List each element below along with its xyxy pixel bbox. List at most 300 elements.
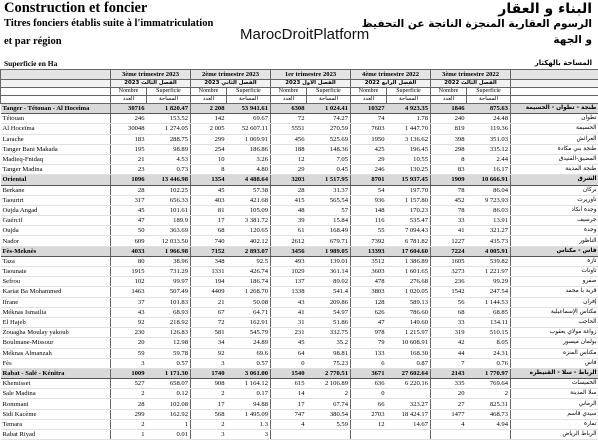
unit-label-fr: Superficie en Ha — [4, 59, 57, 68]
cell-nombre — [271, 430, 307, 440]
cell-nombre: 230 — [111, 328, 147, 338]
region-row — [1, 368, 598, 378]
cell-nombre: 1950 — [351, 134, 387, 144]
cell-nombre: 92 — [111, 317, 147, 327]
quarter-header-fr: 2ème trimestre 2023 — [191, 70, 271, 80]
cell-nombre: 740 — [191, 236, 227, 246]
table-row — [1, 205, 598, 215]
province-name-ar: جرسيف — [511, 216, 598, 226]
province-name-ar: قرية با محمد — [511, 287, 598, 297]
cell-superficie: 69.6 — [227, 348, 271, 358]
col-nombre-fr: Nombre — [111, 88, 147, 96]
province-name-fr: Rabat Riyad — [1, 430, 111, 440]
table-row — [1, 399, 598, 409]
cell-superficie: 1 268.70 — [227, 287, 271, 297]
cell-superficie: 52 607.11 — [227, 124, 271, 134]
region-name-ar: الشرق — [511, 175, 598, 185]
cell-nombre: 2703 — [351, 409, 387, 419]
cell-nombre: 3456 — [271, 246, 307, 256]
cell-superficie: 74.27 — [307, 114, 351, 124]
cell-nombre: 44 — [431, 348, 467, 358]
cell-superficie: 1 — [147, 419, 191, 429]
cell-nombre: 231 — [271, 328, 307, 338]
cell-nombre: 55 — [351, 226, 387, 236]
cell-nombre: 10327 — [351, 104, 387, 114]
col-nombre-fr: Nombre — [271, 88, 307, 96]
cell-nombre: 6308 — [271, 104, 307, 114]
cell-superficie: 94.88 — [227, 399, 271, 409]
cell-superficie: 1 601.65 — [387, 267, 431, 277]
cell-nombre: 1542 — [431, 287, 467, 297]
cell-superficie: 247.54 — [467, 287, 511, 297]
title-ar: البناء و العقار — [498, 1, 592, 17]
cell-nombre: 17 — [191, 399, 227, 409]
cell-nombre: 2 — [191, 389, 227, 399]
province-name-ar: إفران — [511, 297, 598, 307]
cell-superficie: 17 604.60 — [387, 246, 431, 256]
province-name-ar: تازة — [511, 256, 598, 266]
cell-superficie: 15.84 — [307, 216, 351, 226]
cell-nombre: 1740 — [191, 368, 227, 378]
cell-nombre: 195 — [111, 144, 147, 154]
cell-superficie: 3.26 — [227, 154, 271, 164]
cell-nombre: 254 — [191, 144, 227, 154]
province-name-ar: المضيق-الفنيدق — [511, 154, 598, 164]
cell-nombre: 7603 — [351, 124, 387, 134]
cell-nombre: 21 — [111, 154, 147, 164]
cell-superficie: 1 989.05 — [307, 246, 351, 256]
cell-superficie: 0.01 — [147, 430, 191, 440]
table-row — [1, 389, 598, 399]
cell-superficie: 1 215.97 — [387, 328, 431, 338]
cell-superficie: 1 820.47 — [147, 104, 191, 114]
cell-nombre: 1338 — [271, 287, 307, 297]
cell-superficie: 130.25 — [387, 165, 431, 175]
province-name-fr: Zouagha Moulay yakoub — [1, 328, 111, 338]
cell-superficie: 2 106.89 — [307, 379, 351, 389]
cell-superficie: 656.33 — [147, 195, 191, 205]
col-superficie-ar: المساحة — [307, 96, 351, 104]
province-name-ar: مكناس الإسماعيلية — [511, 307, 598, 317]
table-header — [1, 70, 598, 104]
cell-nombre: 39 — [271, 216, 307, 226]
cell-superficie: 380.54 — [307, 409, 351, 419]
cell-nombre: 43 — [271, 297, 307, 307]
cell-superficie: 64.71 — [227, 307, 271, 317]
cell-nombre: 4 — [431, 419, 467, 429]
cell-superficie: 276.68 — [387, 277, 431, 287]
cell-superficie: 4 923.35 — [387, 104, 431, 114]
province-name-fr: Boulmane-Missour — [1, 338, 111, 348]
table-row — [1, 328, 598, 338]
cell-superficie: 75.23 — [307, 358, 351, 368]
cell-nombre: 45 — [271, 338, 307, 348]
cell-superficie: 731.29 — [147, 267, 191, 277]
province-name-ar: الحاجب — [511, 317, 598, 327]
header-blank-left — [1, 80, 111, 88]
province-name-ar: وجدة أنكاد — [511, 205, 598, 215]
cell-nombre: 236 — [431, 277, 467, 287]
province-name-fr: Méknas Ismailia — [1, 307, 111, 317]
province-name-fr: Larache — [1, 134, 111, 144]
cell-nombre: 183 — [111, 134, 147, 144]
cell-nombre: 47 — [351, 317, 387, 327]
table-row — [1, 165, 598, 175]
cell-superficie: 148.36 — [307, 144, 351, 154]
cell-superficie: 54.97 — [307, 307, 351, 317]
col-nombre-ar: العدد — [351, 96, 387, 104]
cell-nombre: 28 — [111, 399, 147, 409]
subtitle-fr-line-1: Titres fonciers établis suite à l'immatriculation — [4, 18, 213, 29]
cell-superficie: 4 005.91 — [467, 246, 511, 256]
cell-nombre: 317 — [111, 195, 147, 205]
cell-nombre: 3 — [191, 358, 227, 368]
cell-superficie: 149.60 — [387, 317, 431, 327]
cell-superficie: 507.49 — [147, 287, 191, 297]
region-name-ar: الرباط - سلا - القنيطرة — [511, 368, 598, 378]
cell-nombre: 0 — [271, 358, 307, 368]
cell-nombre: 1605 — [431, 256, 467, 266]
cell-superficie: 162.92 — [147, 409, 191, 419]
cell-nombre: 819 — [431, 124, 467, 134]
quarter-header-ar: الفصل الثاني 2023 — [191, 80, 271, 88]
cell-superficie: 679.71 — [307, 236, 351, 246]
cell-nombre: 8701 — [351, 175, 387, 185]
province-name-fr: Tanger Bani Makada — [1, 144, 111, 154]
table-row — [1, 256, 598, 266]
cell-nombre: 1009 — [111, 368, 147, 378]
cell-superficie: 361.14 — [307, 267, 351, 277]
cell-superficie: 15 937.45 — [387, 175, 431, 185]
cell-nombre: 2 005 — [191, 124, 227, 134]
table-body — [1, 104, 598, 440]
table-row — [1, 144, 598, 154]
cell-superficie: 31.37 — [307, 185, 351, 195]
cell-superficie: 86.03 — [467, 205, 511, 215]
province-name-ar: فاس — [511, 358, 598, 368]
cell-superficie: 658.07 — [147, 379, 191, 389]
region-name-fr: Rabat - Salé - Kénitra — [1, 368, 111, 378]
cell-nombre: 2143 — [431, 368, 467, 378]
header-blank-left — [1, 88, 111, 96]
cell-nombre: 30716 — [111, 104, 147, 114]
cell-superficie: 2 770.51 — [307, 368, 351, 378]
cell-superficie: 1 221.97 — [467, 267, 511, 277]
col-superficie-ar: المساحة — [467, 96, 511, 104]
cell-nombre: 59 — [111, 348, 147, 358]
province-name-fr: Madieq-Fnidaq — [1, 154, 111, 164]
cell-superficie: 402.12 — [227, 236, 271, 246]
cell-superficie: 186.86 — [227, 144, 271, 154]
cell-nombre: 2612 — [271, 236, 307, 246]
cell-superficie: 6 781.82 — [387, 236, 431, 246]
col-nombre-ar: العدد — [431, 96, 467, 104]
table-row — [1, 338, 598, 348]
province-name-ar: وجدة — [511, 226, 598, 236]
cell-nombre: 3273 — [431, 267, 467, 277]
cell-nombre: 68 — [431, 307, 467, 317]
cell-superficie: 67.74 — [307, 399, 351, 409]
quarter-header-fr: 4ème trimestre 2022 — [351, 70, 431, 80]
cell-nombre: 50 — [111, 226, 147, 236]
province-name-fr: Rommani — [1, 399, 111, 409]
cell-nombre: 17 — [191, 216, 227, 226]
cell-superficie: 335.12 — [467, 144, 511, 154]
cell-nombre: 43 — [111, 307, 147, 317]
cell-nombre: 1915 — [111, 267, 147, 277]
cell-superficie: 1 069.91 — [227, 134, 271, 144]
cell-nombre: 240 — [431, 114, 467, 124]
province-name-ar: تمارة — [511, 419, 598, 429]
cell-nombre: 42 — [431, 338, 467, 348]
cell-nombre: 6 — [351, 358, 387, 368]
cell-superficie: 13.91 — [467, 216, 511, 226]
cell-nombre: 936 — [351, 195, 387, 205]
cell-nombre: 3803 — [351, 287, 387, 297]
cell-superficie: 3 136.62 — [387, 134, 431, 144]
cell-nombre: 2 208 — [191, 104, 227, 114]
table-row — [1, 216, 598, 226]
province-name-fr: Méknas Almanzah — [1, 348, 111, 358]
cell-superficie: 1 447.70 — [387, 124, 431, 134]
cell-superficie: 168.30 — [387, 348, 431, 358]
province-name-ar: بركان — [511, 185, 598, 195]
cell-nombre: 137 — [271, 277, 307, 287]
cell-superficie: 270.59 — [307, 124, 351, 134]
cell-nombre — [431, 430, 467, 440]
province-name-fr: Khemisset — [1, 379, 111, 389]
cell-superficie: 189.9 — [147, 216, 191, 226]
province-name-ar: تاوريرت — [511, 195, 598, 205]
cell-superficie: 7 094.43 — [387, 226, 431, 236]
cell-nombre: 299 — [191, 134, 227, 144]
cell-superficie: 69.67 — [227, 114, 271, 124]
table-row — [1, 430, 598, 440]
cell-superficie: 535.47 — [387, 216, 431, 226]
cell-nombre: 28 — [111, 185, 147, 195]
province-name-ar: سيدي قاسم — [511, 409, 598, 419]
title-fr: Construction et foncier — [4, 0, 147, 17]
cell-nombre: 29 — [351, 154, 387, 164]
table-row — [1, 317, 598, 327]
cell-superficie: 288.75 — [147, 134, 191, 144]
header-blank-right — [511, 80, 598, 88]
cell-nombre: 13393 — [351, 246, 387, 256]
cell-superficie: 16.17 — [467, 165, 511, 175]
region-name-fr: Oriental — [1, 175, 111, 185]
cell-superficie: 24.31 — [467, 348, 511, 358]
cell-nombre: 568 — [191, 409, 227, 419]
cell-nombre: 83 — [431, 165, 467, 175]
cell-nombre: 1463 — [111, 287, 147, 297]
cell-nombre: 1354 — [191, 175, 227, 185]
cell-superficie: 1 517.95 — [307, 175, 351, 185]
table-row — [1, 236, 598, 246]
cell-nombre: 14 — [271, 389, 307, 399]
cell-nombre: 0 — [351, 389, 387, 399]
cell-superficie: 1 171.30 — [147, 368, 191, 378]
quarter-header-fr: 3ème trimestre 2023 — [111, 70, 191, 80]
cell-nombre: 1227 — [431, 236, 467, 246]
table-row — [1, 419, 598, 429]
cell-superficie: 1 020.05 — [387, 287, 431, 297]
cell-superficie: 197.70 — [387, 185, 431, 195]
province-name-ar: صفرو — [511, 277, 598, 287]
province-name-ar: الرماني — [511, 399, 598, 409]
cell-nombre: 78 — [431, 205, 467, 215]
cell-nombre: 2 — [111, 419, 147, 429]
cell-superficie: 86.04 — [467, 185, 511, 195]
province-name-fr: Tétouan — [1, 114, 111, 124]
cell-nombre: 34 — [191, 338, 227, 348]
cell-superficie: 769.64 — [467, 379, 511, 389]
table-row — [1, 287, 598, 297]
region-row — [1, 175, 598, 185]
region-name-ar: فاس - مكناس — [511, 246, 598, 256]
region-name-fr: Fès-Meknès — [1, 246, 111, 256]
cell-nombre: 12 — [271, 154, 307, 164]
cell-nombre: 609 — [111, 236, 147, 246]
cell-nombre: 3671 — [351, 368, 387, 378]
cell-nombre: 493 — [271, 256, 307, 266]
cell-nombre: 4033 — [111, 246, 147, 256]
header-blank-left — [1, 96, 111, 104]
cell-superficie: 50.08 — [227, 297, 271, 307]
cell-superficie: 3 061.00 — [227, 368, 271, 378]
cell-superficie: 2 893.07 — [227, 246, 271, 256]
province-name-fr: Fès — [1, 358, 111, 368]
province-name-fr: Berkane — [1, 185, 111, 195]
cell-nombre: 398 — [431, 134, 467, 144]
cell-superficie: 4 488.64 — [227, 175, 271, 185]
province-name-ar: بولمان ميسور — [511, 338, 598, 348]
province-name-ar: طنجة بني مكادة — [511, 144, 598, 154]
cell-nombre: 68 — [191, 226, 227, 236]
quarter-header-fr: 1er trimestre 2023 — [271, 70, 351, 80]
province-name-ar: طنجة المدينة — [511, 165, 598, 175]
cell-nombre: 3 — [111, 358, 147, 368]
col-superficie-fr: Superficie — [387, 88, 431, 96]
cell-superficie: 134.11 — [467, 317, 511, 327]
cell-superficie: 162.91 — [227, 317, 271, 327]
cell-nombre: 298 — [431, 144, 467, 154]
cell-superficie: 825.31 — [467, 399, 511, 409]
table-row — [1, 307, 598, 317]
cell-nombre: 78 — [431, 185, 467, 195]
cell-nombre: 30048 — [111, 124, 147, 134]
province-name-fr: Al Hoceïma — [1, 124, 111, 134]
cell-nombre: 81 — [191, 205, 227, 215]
cell-nombre: 246 — [351, 165, 387, 175]
col-nombre-fr: Nombre — [431, 88, 467, 96]
cell-superficie: 105.09 — [227, 205, 271, 215]
cell-superficie: 218.92 — [147, 317, 191, 327]
cell-nombre: 48 — [271, 205, 307, 215]
cell-superficie: 57.38 — [227, 185, 271, 195]
cell-nombre: 5551 — [271, 124, 307, 134]
cell-superficie: 421.68 — [227, 195, 271, 205]
cell-nombre: 1096 — [111, 175, 147, 185]
cell-nombre: 12 — [351, 419, 387, 429]
cell-nombre: 747 — [271, 409, 307, 419]
cell-nombre: 54 — [351, 185, 387, 195]
cell-superficie: 3 381.72 — [227, 216, 271, 226]
quarter-header-ar: الفصل الثالث 2022 — [431, 80, 511, 88]
header-blank-right — [511, 70, 598, 80]
province-name-ar: مكناس المنزه — [511, 348, 598, 358]
cell-nombre: 4 — [271, 419, 307, 429]
province-name-fr: Guércif — [1, 216, 111, 226]
cell-superficie: 1 164.12 — [227, 379, 271, 389]
cell-nombre: 41 — [431, 226, 467, 236]
quarter-header-ar: الفصل الثالث 2023 — [111, 80, 191, 88]
cell-nombre: 581 — [191, 328, 227, 338]
cell-superficie: 435.73 — [467, 236, 511, 246]
cell-nombre: 8 — [191, 165, 227, 175]
cell-superficie: 12 033.50 — [147, 236, 191, 246]
table-row — [1, 195, 598, 205]
cell-superficie: 170.23 — [387, 205, 431, 215]
cell-nombre: 1 — [111, 430, 147, 440]
cell-nombre: 61 — [271, 226, 307, 236]
col-nombre-ar: العدد — [271, 96, 307, 104]
province-name-ar: الناظور — [511, 236, 598, 246]
table-row — [1, 114, 598, 124]
cell-superficie: 24.48 — [467, 114, 511, 124]
cell-nombre: 1029 — [271, 267, 307, 277]
cell-nombre: 45 — [111, 205, 147, 215]
cell-superficie: 6 220.16 — [387, 379, 431, 389]
province-name-fr: El Hajeb — [1, 317, 111, 327]
table-row — [1, 154, 598, 164]
cell-nombre: 319 — [431, 328, 467, 338]
header-blank-right — [511, 88, 598, 96]
cell-nombre: 425 — [351, 144, 387, 154]
cell-superficie: 4.80 — [227, 165, 271, 175]
cell-superficie: 332.75 — [307, 328, 351, 338]
cell-nombre: 116 — [351, 216, 387, 226]
cell-superficie: 565.54 — [307, 195, 351, 205]
cell-nombre: 3203 — [271, 175, 307, 185]
cell-superficie — [387, 389, 431, 399]
col-superficie-fr: Superficie — [147, 88, 191, 96]
col-superficie-fr: Superficie — [307, 88, 351, 96]
cell-superficie — [387, 430, 431, 440]
cell-superficie: 126.83 — [147, 328, 191, 338]
cell-superficie: 2 — [307, 389, 351, 399]
cell-superficie: 102.25 — [147, 185, 191, 195]
cell-nombre: 27 — [431, 399, 467, 409]
cell-superficie: 101.83 — [147, 297, 191, 307]
province-name-ar: سلا المدينة — [511, 389, 598, 399]
cell-nombre: 452 — [431, 195, 467, 205]
province-name-ar: زواغة مولاي يعقوب — [511, 328, 598, 338]
cell-superficie: 1 274.05 — [147, 124, 191, 134]
cell-superficie: 0.73 — [147, 165, 191, 175]
cell-nombre: 56 — [431, 297, 467, 307]
cell-superficie: 0.12 — [147, 389, 191, 399]
cell-superficie: 323.27 — [387, 399, 431, 409]
cell-superficie: 0.45 — [307, 165, 351, 175]
cell-nombre: 92 — [191, 348, 227, 358]
unit-label-ar: المساحة بالهكتار — [535, 59, 592, 67]
cell-nombre: 4409 — [191, 287, 227, 297]
province-name-ar: العرائش — [511, 134, 598, 144]
province-name-ar: الحسيمة — [511, 124, 598, 134]
cell-nombre: 17 — [271, 399, 307, 409]
cell-nombre: 3512 — [351, 256, 387, 266]
report-header — [0, 0, 598, 60]
